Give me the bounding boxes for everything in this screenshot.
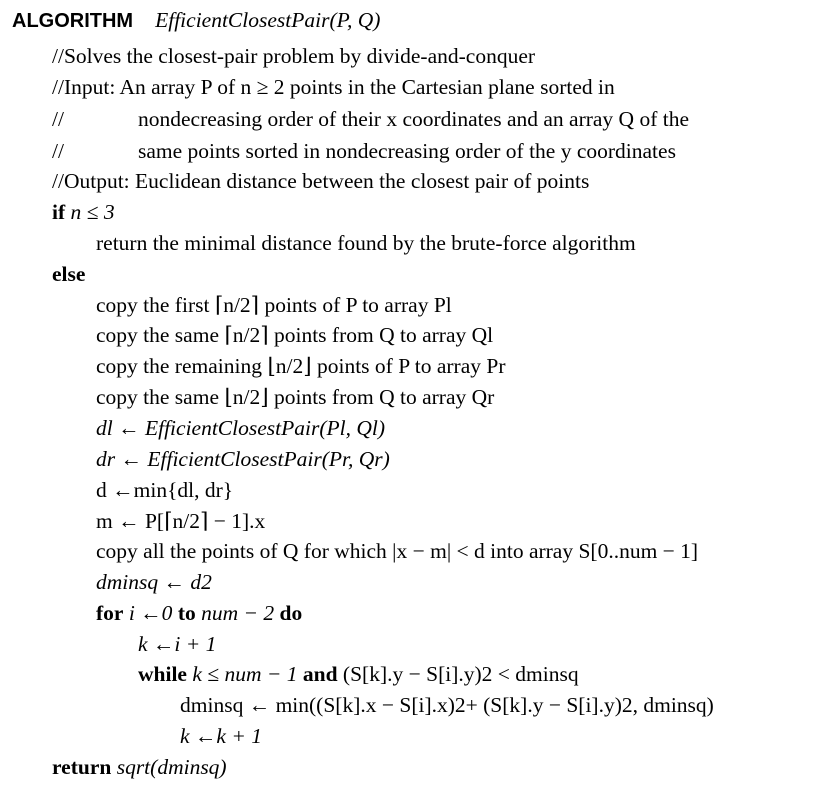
if-line <box>52 199 115 225</box>
do-keyword: do <box>279 601 303 625</box>
comment-line-3-prefix: // <box>52 107 64 131</box>
comment-line-5: //Output: Euclidean distance between the closest pair of points <box>52 169 590 193</box>
brute-force-line: return the minimal distance found by the brute-force algorithm <box>96 231 636 255</box>
copy-line-1: copy the first ⌈n/2⌉ points of P to array Pl <box>96 293 452 317</box>
comment-line-3: nondecreasing order of their x coordinates and an array Q of the <box>138 107 690 131</box>
return-keyword: return <box>52 755 112 779</box>
comment-line-1: //Solves the closest-pair problem by divide-and-conquer <box>52 44 536 68</box>
return-expression: sqrt(dminsq) <box>116 755 227 779</box>
to-keyword: to <box>177 601 196 625</box>
if-condition: n ≤ 3 <box>70 200 115 224</box>
for-keyword: for <box>96 601 124 625</box>
algorithm-keyword: ALGORITHM <box>12 10 134 32</box>
m-line: m ← P[⌈n/2⌉ − 1].x <box>96 509 266 533</box>
comment-line-4-prefix: // <box>52 139 64 163</box>
k-init-line: k ←i + 1 <box>138 632 217 656</box>
update-line: dminsq ← min((S[k].x − S[i].x)2+ (S[k].y − S[i].y)2, dminsq) <box>180 693 714 717</box>
and-keyword: and <box>302 662 338 686</box>
for-end: num − 2 <box>201 601 275 625</box>
copy-line-4: copy the same ⌊n/2⌋ points from Q to array Qr <box>96 385 495 409</box>
algorithm-signature: EfficientClosestPair(P, Q) <box>155 8 381 32</box>
copy-line-3: copy the remaining ⌊n/2⌋ points of P to array Pr <box>96 354 506 378</box>
return-line <box>52 754 227 780</box>
dr-line: dr ← EfficientClosestPair(Pr, Qr) <box>96 447 390 471</box>
dminsq-line: dminsq ← d2 <box>96 570 212 594</box>
while-line <box>138 661 579 687</box>
dl-line: dl ← EfficientClosestPair(Pl, Ql) <box>96 416 386 440</box>
else-keyword: else <box>52 262 86 286</box>
copy-s-line: copy all the points of Q for which |x − m| < d into array S[0..num − 1] <box>96 539 699 563</box>
while-left: k ≤ num − 1 <box>192 662 298 686</box>
else-line <box>52 261 85 287</box>
algorithm-header <box>12 7 380 34</box>
while-keyword: while <box>138 662 187 686</box>
d-line: d ←min{dl, dr} <box>96 478 234 502</box>
while-right: (S[k].y − S[i].y)2 < dminsq <box>342 662 579 686</box>
if-keyword: if <box>52 200 66 224</box>
comment-line-4: same points sorted in nondecreasing order of the y coordinates <box>138 139 676 163</box>
for-line <box>96 600 302 626</box>
copy-line-2: copy the same ⌈n/2⌉ points from Q to array Ql <box>96 323 494 347</box>
comment-line-2: //Input: An array P of n ≥ 2 points in the Cartesian plane sorted in <box>52 75 615 99</box>
for-init: i ←0 <box>128 601 173 625</box>
k-inc-line: k ←k + 1 <box>180 724 262 748</box>
